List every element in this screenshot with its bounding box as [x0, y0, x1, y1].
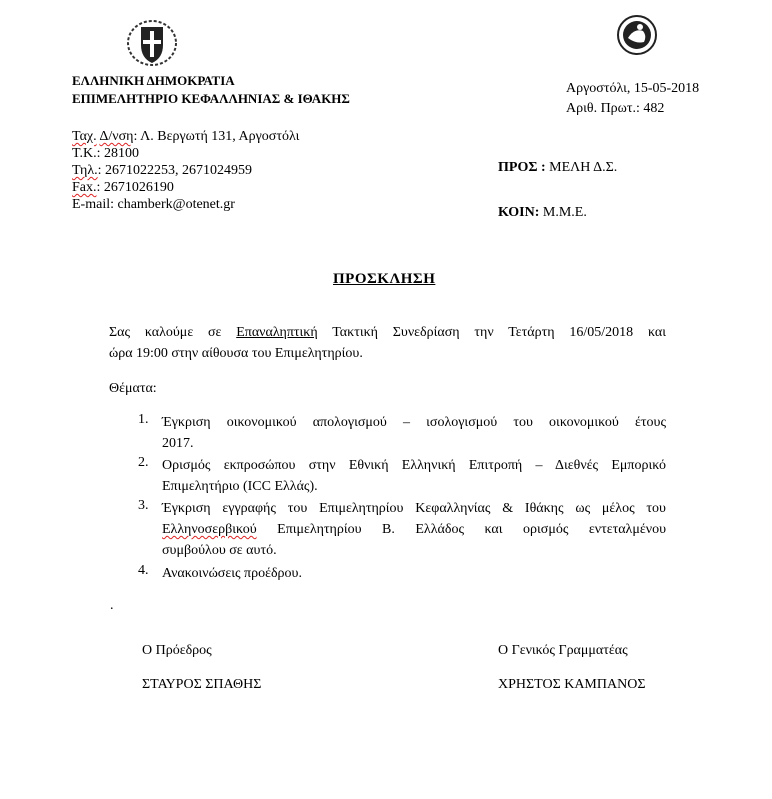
- to-value: ΜΕΛΗ Δ.Σ.: [545, 160, 618, 175]
- stray-dot: .: [110, 598, 114, 613]
- document-title: ΠΡΟΣΚΛΗΣΗ: [333, 271, 436, 287]
- signature-right-role: Ο Γενικός Γραμματέας: [498, 643, 628, 658]
- list-item-line: Επιμελητήριο (ICC Ελλάς).: [162, 479, 318, 494]
- address-label-2: Δ/νση: [99, 129, 134, 144]
- greek-state-emblem-icon: [124, 18, 180, 68]
- address-value: : Λ. Βεργωτή 131, Αργοστόλι: [133, 129, 300, 144]
- list-item-line: Έγκριση οικονομικού απολογισμού – ισολογισμού του οικονομικού έτους: [162, 415, 666, 430]
- list-item-number: 1.: [138, 412, 149, 427]
- phone-value: : 2671022253, 2671024959: [97, 163, 253, 178]
- list-item: [138, 563, 666, 584]
- list-item-number: 4.: [138, 563, 149, 578]
- org-line-2: ΕΠΙΜΕΛΗΤΗΡΙΟ ΚΕΦΑΛΛΗΝΙΑΣ & ΙΘΑΚΗΣ: [72, 91, 350, 106]
- fax-label: Fax.: [72, 180, 97, 195]
- list-item-line: Ορισμός εκπροσώπου στην Εθνική Ελληνική Επιτροπή – Διεθνές Εμπορικό: [162, 458, 666, 473]
- list-item-line-text: Επιμελητηρίου Β. Ελλάδος και ορισμός εντεταλμένου: [256, 522, 666, 537]
- list-item-number: 3.: [138, 498, 149, 513]
- list-item-line: [162, 519, 666, 540]
- contact-phone: [72, 163, 252, 179]
- chamber-logo-icon: [616, 14, 658, 56]
- signature-right-name: ΧΡΗΣΤΟΣ ΚΑΜΠΑΝΟΣ: [498, 677, 646, 692]
- list-item: [138, 498, 666, 561]
- p1-emph: Επαναληπτική: [236, 325, 318, 340]
- list-item-line: 2017.: [162, 436, 194, 451]
- org-line-1: ΕΛΛΗΝΙΚΗ ΔΗΜΟΚΡΑΤΙΑ: [72, 73, 235, 88]
- contact-email: E-mail: chamberk@otenet.gr: [72, 197, 235, 212]
- recipient-to: [498, 160, 617, 176]
- contact-address: [72, 129, 299, 145]
- list-item-number: 2.: [138, 455, 149, 470]
- phone-label: Τηλ.: [72, 163, 98, 178]
- list-item: [138, 412, 666, 454]
- list-item: [138, 455, 666, 497]
- invitation-paragraph-line-2: ώρα 19:00 στην αίθουσα του Επιμελητηρίου.: [109, 346, 363, 361]
- document-date: Αργοστόλι, 15-05-2018: [566, 81, 700, 96]
- address-label: Ταχ.: [72, 129, 97, 144]
- list-item-line: Έγκριση εγγραφής του Επιμελητηρίου Κεφαλληνίας & Ιθάκης ως μέλος του: [162, 501, 666, 516]
- protocol-number: Αριθ. Πρωτ.: 482: [566, 101, 665, 116]
- cc-value: Μ.Μ.Ε.: [539, 205, 587, 220]
- recipient-cc: [498, 205, 587, 221]
- signature-left-role: Ο Πρόεδρος: [142, 643, 212, 658]
- fax-value: : 2671026190: [96, 180, 174, 195]
- contact-postal: Τ.Κ.: 28100: [72, 146, 140, 161]
- topics-label: Θέματα:: [109, 381, 157, 396]
- contact-fax: [72, 180, 174, 196]
- list-item-line: Ανακοινώσεις προέδρου.: [162, 566, 302, 581]
- signature-left-name: ΣΤΑΥΡΟΣ ΣΠΑΘΗΣ: [142, 677, 262, 692]
- list-item-line: συμβούλου σε αυτό.: [162, 543, 277, 558]
- p1-text-a: Σας καλούμε σε: [109, 325, 237, 340]
- to-label: ΠΡΟΣ :: [498, 160, 546, 175]
- p1-text-b: Τακτική Συνεδρίαση την Τετάρτη 16/05/2018 και: [317, 325, 666, 340]
- invitation-paragraph-line-1: [109, 322, 666, 343]
- misspelled-word: Ελληνοσερβικού: [162, 522, 257, 537]
- cc-label: ΚΟΙΝ:: [498, 205, 540, 220]
